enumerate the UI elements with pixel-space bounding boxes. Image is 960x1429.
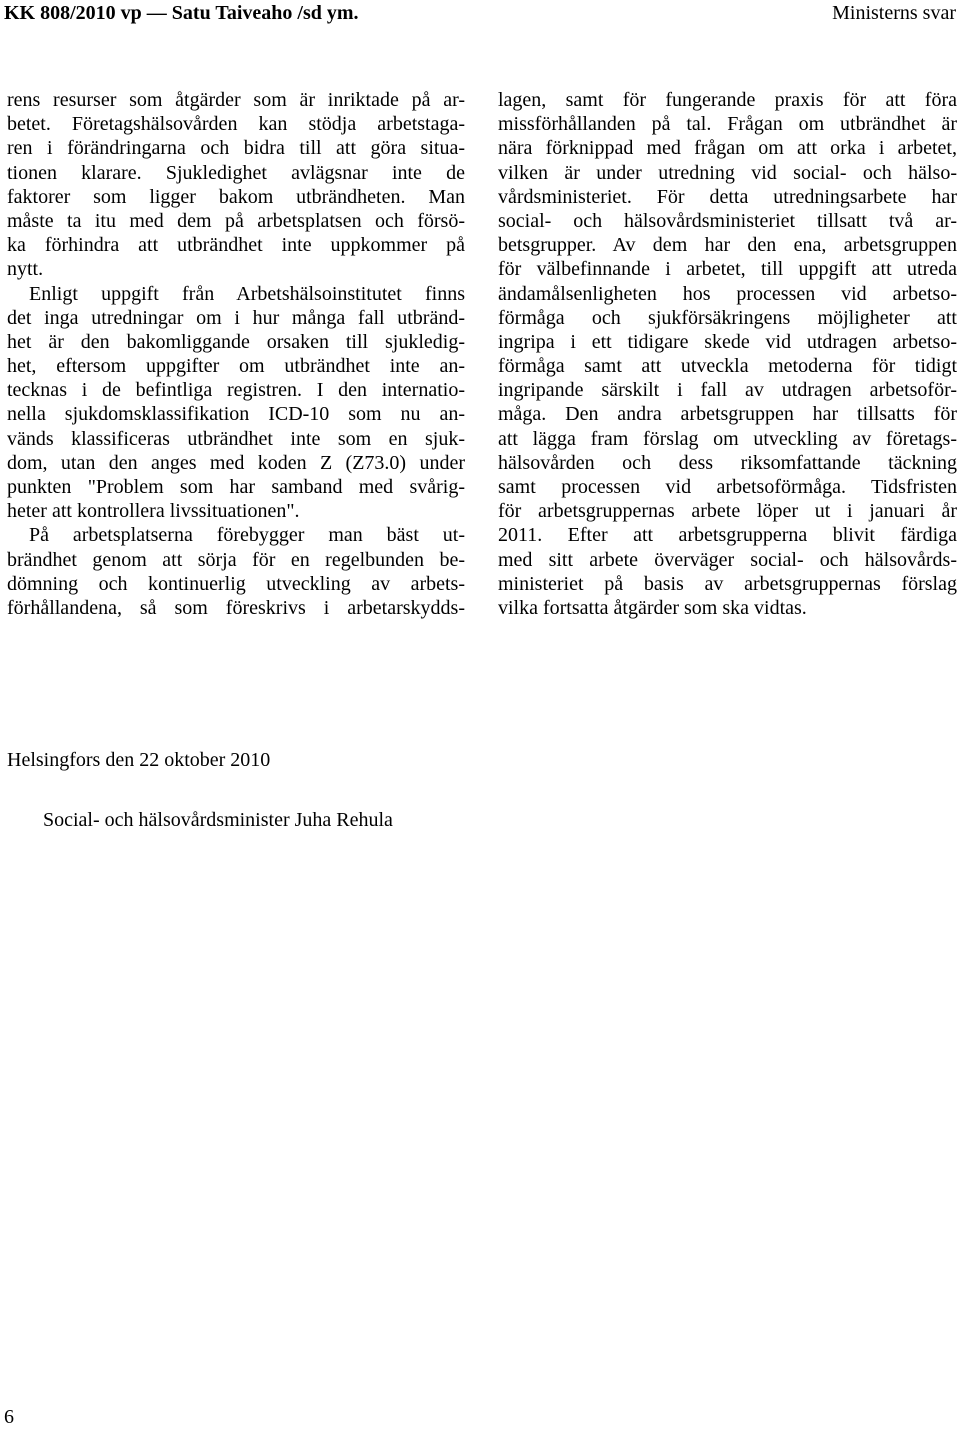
text-line: rens resurser som åtgärder som är inriktade på ar- (7, 89, 465, 111)
text-line: ingripande särskilt i fall av utdragen arbetsoför- (498, 379, 957, 402)
text-line: ändamålsenligheten hos processen vid arbetso- (498, 282, 957, 305)
left-text-column (7, 88, 465, 620)
text-line: nella sjukdomsklassifikation ICD-10 som nu an- (7, 403, 465, 426)
text-line: måste ta itu med dem på arbetsplatsen och försö- (7, 209, 465, 232)
text-line: vilken är under utredning vid social- och hälso- (498, 161, 957, 184)
text-line: för välbefinnande i arbetet, till uppgift att utreda (498, 258, 957, 281)
text-line: det inga utredningar om i hur många fall utbränd- (7, 306, 465, 329)
text-line: heter att kontrollera livssituationen". (7, 500, 300, 523)
text-line: nytt. (7, 258, 44, 281)
text-line: att lägga fram förslag om utveckling av företags- (498, 427, 957, 450)
text-line: ministeriet på basis av arbetsgruppernas förslag (498, 572, 957, 595)
minister-signature-line: Social- och hälsovårdsminister Juha Rehula (43, 809, 393, 831)
place-and-date: Helsingfors den 22 oktober 2010 (7, 749, 271, 771)
running-header (0, 0, 960, 26)
text-line: punkten "Problem som har samband med svårig- (7, 476, 465, 498)
text-line: nära förknippad med frågan om att orka i arbetet, (498, 137, 957, 160)
text-line: vilka fortsatta åtgärder som ska vidtas. (498, 596, 807, 619)
header-document-reference: KK 808/2010 vp — Satu Taiveaho /sd ym. (4, 2, 359, 24)
text-line: vänds klassificeras utbrändhet inte som en sjuk- (7, 427, 465, 450)
text-line: missförhållanden på tal. Frågan om utbrändhet är (498, 113, 957, 136)
text-line: vårdsministeriet. För detta utredningsarbete har (498, 185, 957, 208)
text-line: betsgrupper. Av dem har den ena, arbetsgruppen (498, 234, 957, 257)
text-line: ingripa i ett tidigare skede vid utdragen arbetso- (498, 330, 957, 353)
text-line: ren i förändringarna och bidra till att göra situa- (7, 137, 465, 160)
text-line: lagen, samt för fungerande praxis för att föra (498, 89, 957, 111)
text-line: het är den bakomliggande orsaken till sjukledig- (7, 330, 465, 353)
text-line: hälsovården och dess riksomfattande täckning (498, 451, 957, 474)
text-line: förmåga och sjukförsäkringens möjligheter att (498, 306, 957, 329)
text-line: förhållandena, så som föreskrivs i arbetarskydds- (7, 596, 465, 619)
right-text-column (498, 88, 957, 620)
text-line: brändhet genom att sörja för en regelbunden be- (7, 548, 465, 571)
text-line: dömning och kontinuerlig utveckling av arbets- (7, 572, 465, 595)
text-line: måga. Den andra arbetsgruppen har tillsatts för (498, 403, 957, 426)
text-line: tecknas i de befintliga registren. I den internatio- (7, 379, 465, 402)
text-line: På arbetsplatserna förebygger man bäst ut- (29, 524, 465, 547)
header-section-title: Ministerns svar (832, 2, 956, 24)
text-line: betet. Företagshälsovården kan stödja arbetstaga- (7, 113, 465, 136)
text-line: samt processen vid arbetsoförmåga. Tidsfristen (498, 476, 957, 498)
text-line: het, eftersom uppgifter om utbrändhet inte an- (7, 355, 465, 378)
text-line: för arbetsgruppernas arbete löper ut i januari år (498, 500, 957, 523)
text-line: 2011. Efter att arbetsgrupperna blivit färdiga (498, 524, 957, 547)
text-line: förmåga samt att utveckla metoderna för tidigt (498, 355, 957, 378)
text-line: med sitt arbete överväger social- och hälsovårds- (498, 548, 957, 571)
text-line: social- och hälsovårdsministeriet tillsatt två ar- (498, 209, 957, 232)
page-number: 6 (4, 1406, 14, 1428)
text-line: dom, utan den anges med koden Z (Z73.0) under (7, 451, 465, 474)
text-line: ka förhindra att utbrändhet inte uppkommer på (7, 234, 465, 257)
text-line: Enligt uppgift från Arbetshälsoinstitutet finns (29, 282, 465, 305)
text-line: faktorer som ligger bakom utbrändheten. Man (7, 185, 465, 208)
text-line: tionen klarare. Sjukledighet avlägsnar inte de (7, 161, 465, 184)
